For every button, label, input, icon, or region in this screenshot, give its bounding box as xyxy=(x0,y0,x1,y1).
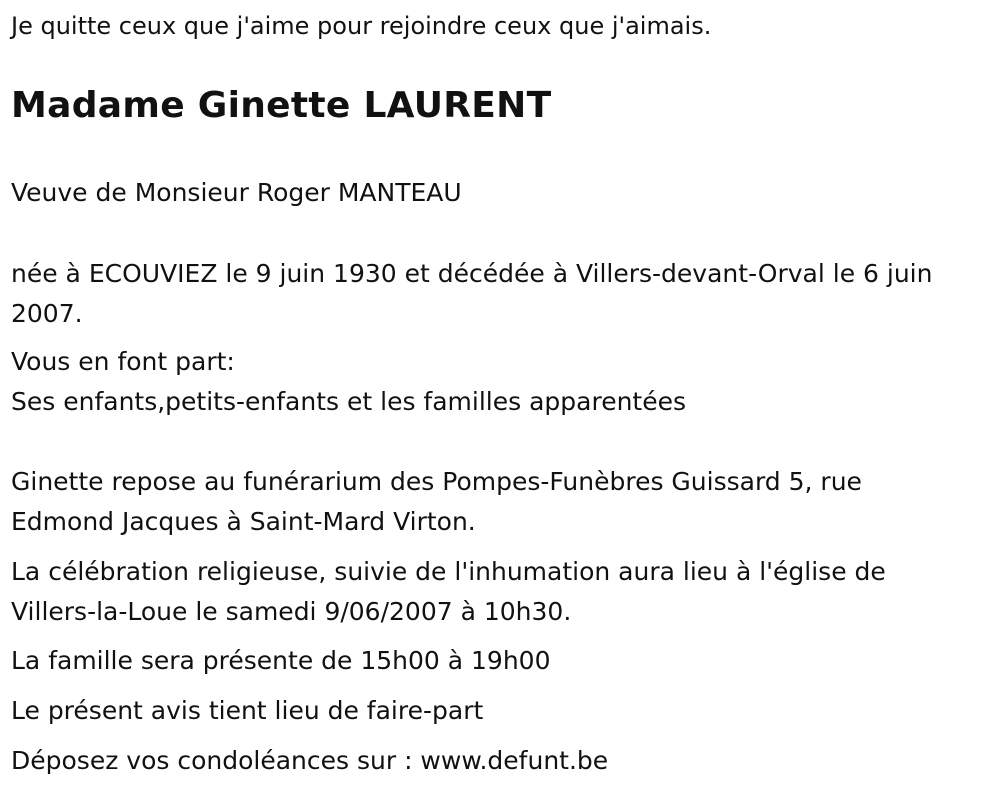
widow-of-text: Veuve de Monsieur Roger MANTEAU xyxy=(11,178,462,207)
family-presence xyxy=(11,641,551,681)
rest-location xyxy=(11,462,862,542)
birth-death-line-2: 2007. xyxy=(11,299,83,328)
ceremony-line-2: Villers-la-Loue le samedi 9/06/2007 à 10h30. xyxy=(11,597,572,626)
condolences-text: Déposez vos condoléances sur : www.defunt.be xyxy=(11,746,609,775)
birth-death-line-1: née à ECOUVIEZ le 9 juin 1930 et décédée à Villers-devant-Orval le 6 juin xyxy=(11,259,933,288)
birth-death-info xyxy=(11,254,932,334)
announcement xyxy=(11,342,686,422)
widow-of xyxy=(11,173,462,213)
epitaph-quote: Je quitte ceux que j'aime pour rejoindre ceux que j'aimais. xyxy=(11,12,712,40)
rest-line-1: Ginette repose au funérarium des Pompes-Funèbres Guissard 5, rue xyxy=(11,467,862,496)
notice xyxy=(11,691,483,731)
family-presence-text: La famille sera présente de 15h00 à 19h00 xyxy=(11,646,551,675)
announce-intro: Vous en font part: xyxy=(11,347,235,376)
ceremony-info xyxy=(11,552,886,632)
family-list: Ses enfants,petits-enfants et les familles apparentées xyxy=(11,387,687,416)
rest-line-2: Edmond Jacques à Saint-Mard Virton. xyxy=(11,507,476,536)
ceremony-line-1: La célébration religieuse, suivie de l'inhumation aura lieu à l'église de xyxy=(11,557,886,586)
deceased-name: Madame Ginette LAURENT xyxy=(11,85,552,126)
condolences xyxy=(11,741,608,781)
notice-text: Le présent avis tient lieu de faire-part xyxy=(11,696,484,725)
